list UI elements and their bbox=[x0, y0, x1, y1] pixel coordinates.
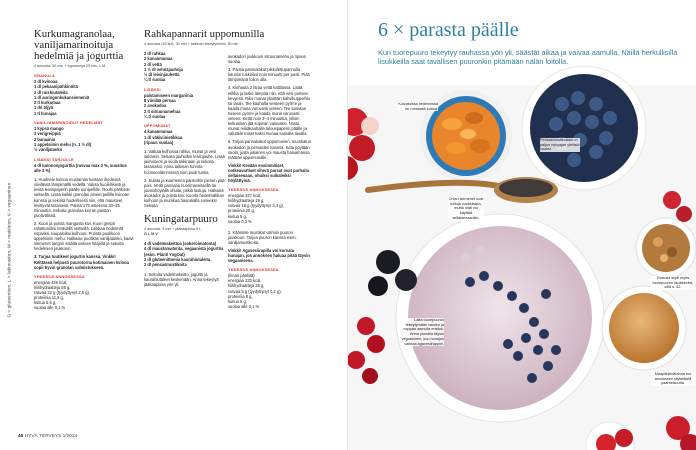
recipe-continued-column bbox=[228, 54, 311, 309]
nutrition-item: kuitua 6 g, bbox=[228, 298, 247, 304]
ingredient: 1 kypsä mango bbox=[34, 126, 64, 132]
ingredient: 1 ½ dl vehnäjauhoja bbox=[144, 66, 183, 72]
caption-granola: Granola sopii myös tuorepuuron lisukkeeksi, sillä s. 42. bbox=[652, 276, 694, 290]
nutrition-item: suolaa alle 0,1 % bbox=[228, 303, 260, 309]
nutrition-item: proteiinia 20 g, bbox=[228, 208, 255, 214]
recipe-pancakes-title: Rahkapannarit uppomunilla bbox=[144, 28, 265, 40]
recipe-tip: Vinkki! Kevään ensimmäiset, notkeavartiset viherä parsat ovat parhaita sellaisenaan, ohuiksi suikaleiksi höylättyinä. bbox=[228, 162, 309, 184]
ingredient: 8 viinilää persaa bbox=[144, 98, 176, 104]
section-heading: GRANOLA bbox=[34, 73, 56, 78]
ingredient-list bbox=[144, 51, 227, 83]
ingredient: 2 banaania bbox=[34, 136, 56, 142]
nutrition-list bbox=[228, 278, 311, 309]
ingredient-list bbox=[144, 93, 227, 119]
ingredient: 4 dl luonnonjogurttia (rasvaa max 3 %, suositus alle 2 %) bbox=[34, 162, 127, 173]
caption-blueberries: Pensasmustikoissa on paljon nykyajan ylellisiä vuoksi. bbox=[540, 138, 580, 152]
caption-dried-fruit: Kuivatuissa hedelmissä on runsaasti kuitua. bbox=[398, 102, 438, 111]
ingredient: 2 dl ruishiutaleita bbox=[34, 89, 68, 95]
recipe-step: 1. Huuhtele kvinoa mustaman kertaan ihedessä siivilässä lämpimällä vedellä. Valuta huolellisesti ja levitä leivinpaperin päälle uunipellille. Rouhi pähkinät veitsellä. Lisää kaikki granolan aineet pellille kvinoan kanssa ja sekoita huolellisesti niin, että mausteet levittyvät tasaisesti. Paista 175 asteessa 20–25 minuuttia. Sekoita granolaa kerran paiston puolivälissä. bbox=[34, 177, 130, 218]
section-heading: LISÄKSI TARJOLLE bbox=[34, 156, 74, 162]
blueberry-bowl bbox=[522, 66, 646, 190]
section-heading: LISÄKSI bbox=[144, 86, 161, 92]
recipe-granola-title: Kurkumagranolaa, vaniljamarinoituja hedelmiä ja jogurttia bbox=[34, 28, 124, 62]
nutrition-item: energiaa 337 kcal, bbox=[228, 193, 262, 199]
ingredient: 2 dl kvinoaa bbox=[34, 79, 58, 84]
ingredient: 2 dl rahkaa bbox=[144, 51, 166, 56]
ingredient: 2 kananmunaa bbox=[144, 56, 173, 62]
recipe-porridge-title: Kuningatarpuuro bbox=[144, 213, 218, 226]
ingredient: 4 kananmunaa bbox=[144, 129, 173, 135]
ingredient: ¼ tl suolaa bbox=[144, 77, 166, 83]
ingredient: 2 tl sitruunamehua bbox=[144, 108, 181, 114]
nutrition-item: kuitua 5,5 g, bbox=[34, 300, 57, 306]
recipe-granola-meta: 4 annosta, 30 min + kypsennys 25 min, L M bbox=[34, 64, 106, 68]
nutrition-list bbox=[34, 280, 134, 311]
ingredient: 4 dl maustamatonta, vegaanista jogurttia (esim. Planti YogOat) bbox=[144, 246, 224, 257]
granola-bowl bbox=[636, 218, 696, 278]
nutrition-item: suolaa 0,3 % bbox=[228, 218, 252, 224]
diet-legend-text: G = gluteeniton, L = laktoositon, M = maidoton, V = vegaaninen bbox=[6, 182, 12, 318]
ingredient-list bbox=[34, 79, 134, 116]
ingredient: 1 rkl öljyä bbox=[34, 105, 53, 111]
nutrition-item: energiaa 426 kcal, bbox=[34, 279, 68, 285]
section-heading: VANILJAMARINOIDUT HEDELMÄT bbox=[34, 120, 104, 126]
ingredient: paistamiseen margariinia bbox=[144, 92, 194, 98]
right-page bbox=[348, 0, 696, 450]
recipe-step: avokadon joukkoon sitruunamehu ja ripaus suolaa. bbox=[228, 54, 306, 65]
section-heading: UPPOMUNAT bbox=[144, 123, 171, 129]
diet-legend-strip bbox=[2, 40, 10, 340]
magazine-name: HYVÄ TERVEYS 1/2024 bbox=[24, 434, 78, 439]
ingredient: ½ dl leivinjauhetta bbox=[144, 72, 180, 78]
ingredient: 1 dl auringonkukansiemeniä bbox=[34, 94, 90, 100]
food-photo bbox=[348, 0, 696, 450]
caption-yogurt: Laita tuorepuuron tekeytymään vaisien ja nappaa aamulla ensiksi. Anna pinnalla täysin vegaaninen, kun hunajan vaihtaa agavesiirappiin. bbox=[401, 318, 444, 346]
recipe-step: 2. Kääntele mustikat valmiin puuron joukkoon. Tarjoa puuron kanssa esim. vaniljamustikoita. bbox=[228, 229, 297, 245]
ingredient: (ripaus suolaa) bbox=[144, 139, 174, 145]
nutrition-item: energiaa 233 kcal, bbox=[228, 278, 262, 284]
page-number: 40 bbox=[18, 434, 24, 439]
ingredient: ½ vaniljatanko bbox=[34, 147, 63, 153]
ingredient: 2 dl gluteenittomia kaurahiutaleita bbox=[144, 257, 211, 263]
nutrition-item: rasvaa 22 g (tyydyttynyt 2,5 g), bbox=[34, 289, 90, 295]
recipe-pancakes-meta: 4 annosta (16 kpl), 30 min + taikinan tekeytyminen 30 min bbox=[144, 42, 239, 46]
ingredient: 2 verigreippiä bbox=[34, 131, 61, 137]
recipe-step: 3. Paista pannukakut pikkulettupannulla kauniin ruskeiksi noin minuutti per puoli. Pidä lämpimänä folion alla. bbox=[228, 67, 310, 83]
article-lede: Kun tuorepuuro tekeytyy rauhassa yön yli, säästät aikaa ja vaivaa aamulla. Näillä herkullisilla lisukkeilla saat tavallisen puuronkin pitämään nälän loitolla. bbox=[378, 48, 678, 66]
recipe-step: 2. Sulata ja kuumenna paistoihin pienen pää pois. Vedä pannaria kuorimaveitsellä tai juustohöylällä ohuita, pitkiä lastuja. Halkaise avokadot ja poista kivi. Kuorta hedelmälihan kulhoon ja murskaa haarukalla soseeksi. Sekoita bbox=[144, 177, 225, 209]
nutrition-item: kuitua 5 g, bbox=[228, 213, 247, 219]
recipe-porridge-meta: 4 annosta, 5 min + jääkaapissa 8 t, bbox=[144, 227, 202, 232]
caption-chia-seeds: Chian siemenet ovat tuttuja vuokslaista, mutta niitä voi käyttää sellaisenaankin. bbox=[448, 197, 484, 220]
recipe-step: 1. Vatkaa kulhossa rahka, munat ja vesi sekaisin. Sekoita jauhoihin leivinjauhe. Lisää jauhoseos ja suola taikinaan ja sekoita tasaiseksi. Anna taikinan turvota huoneenlämmössä noin puoli tuntia. bbox=[144, 149, 225, 175]
recipe-porridge-diet: G L M V bbox=[144, 232, 158, 237]
page-folio bbox=[18, 434, 77, 439]
nutrition-list bbox=[228, 193, 311, 224]
nutrition-heading: YHDESSÄ ANNOKSESSA bbox=[228, 187, 279, 193]
nutrition-item: rasvaa 5 g (tyydyttynyt 0,2 g), bbox=[228, 288, 282, 294]
recipe-step: 1. Sekoita vadelmakeitto, jogurtti ja kaurahiutaleet keskenään. Anna tekeytyä jääkaapissa yön yli. bbox=[144, 271, 219, 287]
ingredient-list bbox=[34, 126, 134, 152]
recipe-tip: Vinkki! Agavesiirapilla voi korvata hunajan, jos annoksen haluaa pitää täysin vegaanisena. bbox=[228, 248, 310, 264]
ingredient: 4 dl vadelmakeittoa (sokeroimatonta) bbox=[144, 241, 217, 247]
nutrition-item: suolaa alle 0,1 % bbox=[34, 305, 66, 311]
nutrition-heading: YHDESSÄ ANNOKSESSA bbox=[228, 267, 279, 273]
ingredient: 1 appelsiinin mehu (n. 1 ½ dl) bbox=[34, 141, 92, 147]
ingredient-list bbox=[144, 241, 227, 267]
ingredient: 2 tl kurkumaa bbox=[34, 100, 61, 106]
caption-peanut-butter: Maapähkinätahna tuo annokseen täyteläistä paahteisuutta. bbox=[651, 372, 695, 386]
nutrition-item: rasvaa 18 g (tyydyttynyt 3,3 g), bbox=[228, 203, 284, 209]
nutrition-sub: (ilman pääliitä) bbox=[228, 273, 255, 279]
nutrition-item: hiilihydraatteja 19 g, bbox=[228, 198, 265, 204]
ingredient-list bbox=[34, 163, 134, 174]
article-headline: 6 × parasta päälle bbox=[378, 19, 519, 41]
recipe-step: 3. Tarjoa tuutikeet jogurtin kanssa. Vinkki! Kelttässä helposti puurotorna kotimainen kvinoa sopii hyvin granolan valmistukseen. bbox=[34, 254, 129, 270]
ingredient: 1 dl väkiviinietikkaa bbox=[144, 134, 183, 140]
ingredient: 2 dl vettä bbox=[144, 61, 162, 67]
ingredient: 2 avokadoa bbox=[144, 103, 167, 109]
ingredient: 2 dl pensasmustikoita bbox=[144, 262, 187, 268]
recipe-granola-column bbox=[34, 29, 134, 310]
ingredient: 1 dl pekaanipähkinöitä bbox=[34, 84, 78, 90]
nutrition-item: hiilihydraatteja 35 g, bbox=[228, 283, 265, 289]
recipe-step: 2. Kuori ja poista mangosta kivi. Kuori greipit rahattomiksi terävällä veitsellä. Leikkaa hedelmät sopiviksi suupaloiksi kulhoon. Purista puolikoon appelsiinin mehu. Halkaise puolikas vaniljatanko, kaavi siemenet tangon sisältä veitsen kärjellä ja sekoita hedelmien joukkoon. bbox=[34, 220, 134, 252]
nutrition-item: proteiinia 8 g, bbox=[228, 293, 253, 299]
nutrition-item: proteiinia 11,5 g, bbox=[34, 295, 64, 301]
ingredient: ¼ tl suolaa bbox=[144, 113, 166, 119]
peanut-butter-bowl bbox=[602, 286, 686, 370]
ingredient-list bbox=[144, 129, 227, 145]
nutrition-item: hiilihydraatteja 55 g, bbox=[34, 284, 71, 290]
ingredient: 1 tl hunajaa bbox=[34, 110, 57, 116]
recipe-step: 5. Tarjoa pannukakut uppomunien, murskatun avokadon ja persaiden kanssa. Kata pöytään suola, josta jokainen voi mausta haluamansa määrän uppomunalle. bbox=[228, 139, 311, 160]
recipe-step: 4. Kiehauta 2 litraa vettä kattilassa. Lisää etikka ja laske lämpöä niin, että vesi porisee kevyesti. Riko munat yksittäin kahvikuppeihin tai lasiin. Tee kauhalla vesiteen pyörre ja kaada muna varovasti veteen. Tee samaan toiseen pyörre ja kaada muna varovasti veteen. Kettä noin 3–4 minuuttia, jolloin keltuainen jää sopivan valuvaksi. Nosta munat reikäkauhalla talouspaperin päälle ja valuttele toiset kaksi munaa samalla tavalla. bbox=[228, 85, 310, 137]
nutrition-heading: YHDESSÄ ANNOKSESSA bbox=[34, 273, 85, 279]
